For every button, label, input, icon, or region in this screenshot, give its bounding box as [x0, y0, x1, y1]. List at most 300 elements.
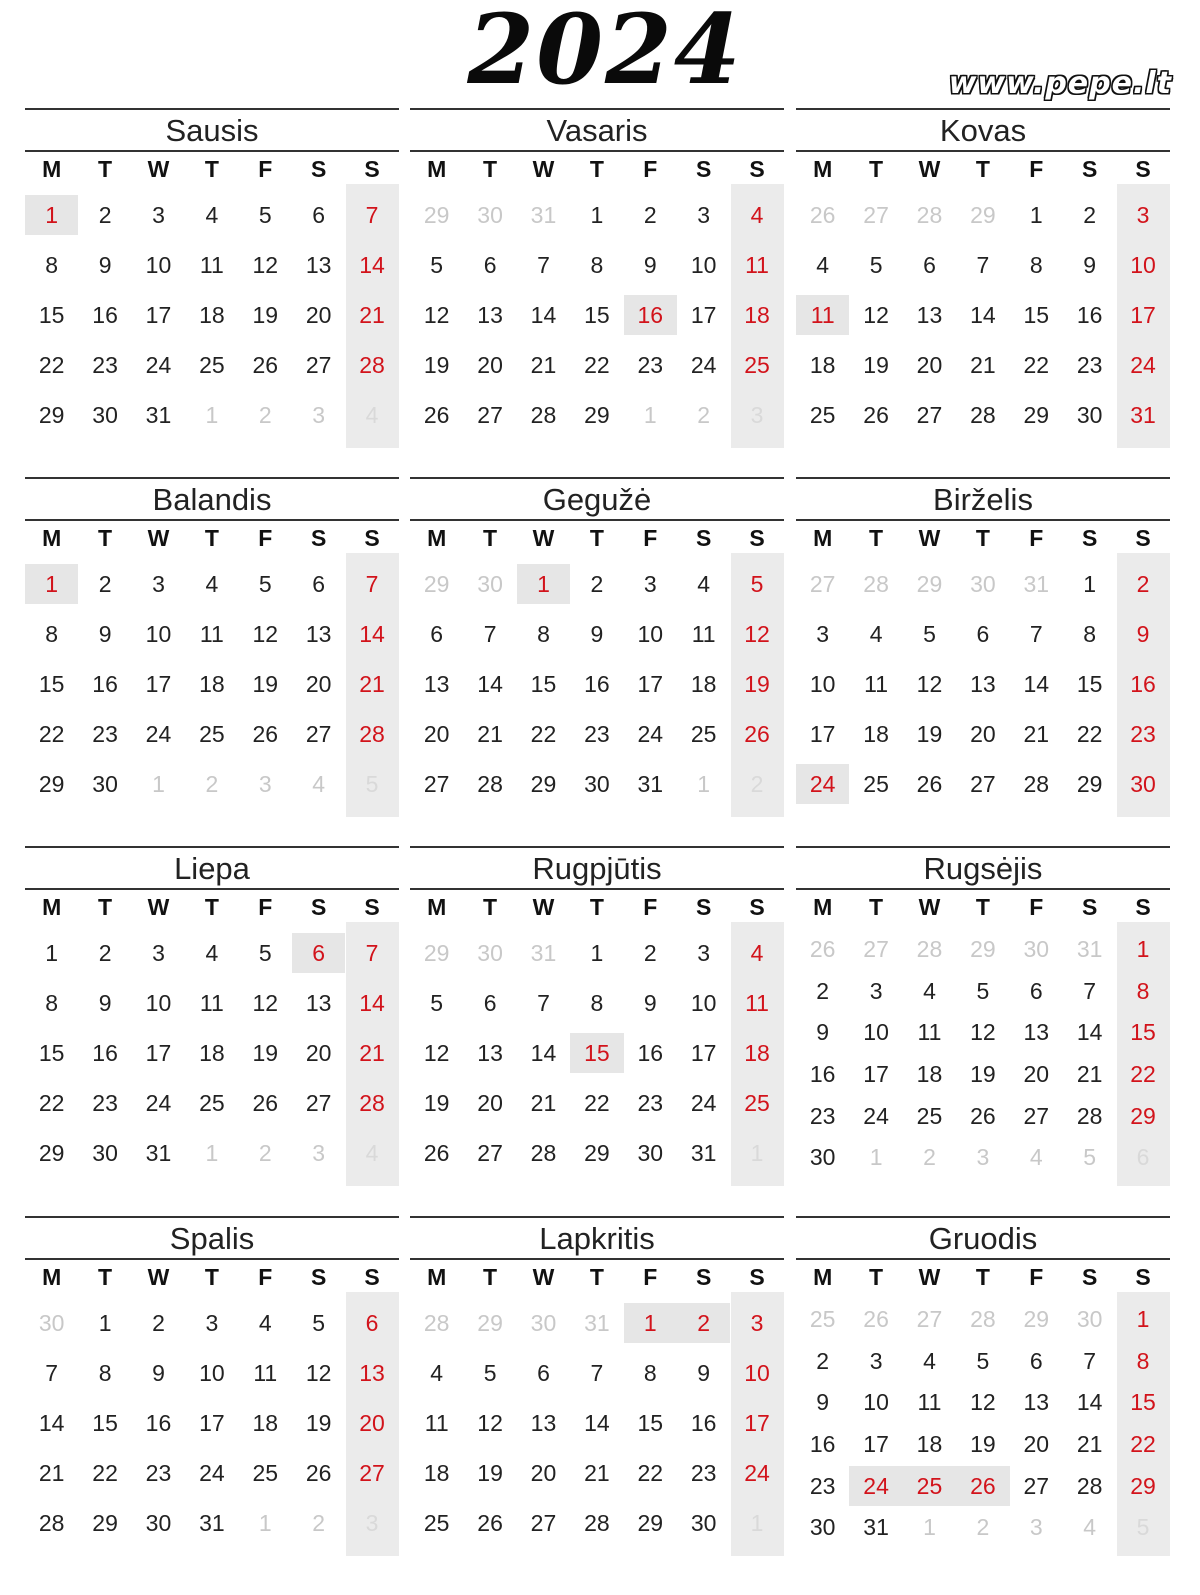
week-row [25, 1128, 399, 1178]
day-cell: 30 [809, 1514, 836, 1541]
month-name-underline [796, 519, 1170, 521]
day-cell: 4 [923, 977, 936, 1004]
day-cell: 15 [92, 1410, 118, 1436]
week-row [25, 709, 399, 759]
day-cell: 29 [38, 771, 65, 797]
day-cell: 15 [38, 302, 65, 328]
day-cell: 10 [863, 1019, 889, 1046]
day-cell: 22 [637, 1460, 664, 1486]
day-cell: 17 [690, 1040, 717, 1066]
day-cell: 27 [916, 402, 943, 428]
weekday-label: M [813, 1264, 833, 1290]
day-cell: 16 [584, 671, 610, 697]
day-cell: 19 [744, 671, 770, 697]
day-cell: 23 [145, 1460, 172, 1486]
day-cell: 24 [145, 721, 172, 747]
day-cell: 5 [869, 252, 883, 278]
week-row [410, 240, 784, 290]
week-row [410, 390, 784, 440]
day-cell: 27 [305, 1090, 332, 1116]
day-cell: 22 [38, 352, 65, 378]
day-cell: 20 [970, 721, 996, 747]
weekday-label: T [98, 894, 113, 920]
weekday-label: W [532, 525, 555, 551]
day-cell: 10 [809, 671, 836, 697]
weekday-label: W [532, 894, 555, 920]
day-cell: 28 [359, 721, 385, 747]
day-cell: 4 [205, 202, 219, 228]
weekday-label: M [427, 525, 447, 551]
day-cell: 9 [98, 621, 112, 647]
week-row [25, 928, 399, 978]
day-cell-outside: 1 [258, 1510, 272, 1536]
day-cell-outside: 1 [205, 1140, 219, 1166]
day-cell: 17 [744, 1410, 770, 1436]
week-row [25, 390, 399, 440]
day-cell: 17 [863, 1060, 889, 1087]
week-row [796, 1136, 1170, 1178]
month-name: Sausis [165, 113, 259, 148]
weekday-header [410, 1262, 784, 1292]
day-cell: 5 [750, 571, 764, 597]
week-row [796, 390, 1170, 440]
weekday-label: T [589, 525, 604, 551]
month-name: Spalis [169, 1221, 255, 1256]
day-cell: 16 [92, 671, 118, 697]
day-cell: 25 [199, 721, 225, 747]
weekday-label: T [589, 1264, 604, 1290]
month-name-underline [410, 1258, 784, 1260]
day-cell-outside: 28 [916, 935, 943, 962]
day-cell: 18 [252, 1410, 279, 1436]
day-cell: 25 [252, 1460, 279, 1486]
week-row [796, 1423, 1170, 1465]
month-name-underline [25, 888, 399, 890]
day-cell: 5 [923, 621, 936, 647]
day-cell: 19 [863, 352, 889, 378]
day-cell: 14 [1076, 1019, 1103, 1046]
week-row [796, 1381, 1170, 1423]
day-cell: 17 [637, 671, 664, 697]
day-cell: 16 [690, 1410, 717, 1436]
week-row [25, 978, 399, 1028]
day-cell: 21 [359, 671, 385, 697]
day-cell: 19 [970, 1060, 996, 1087]
day-cell: 17 [1130, 302, 1156, 328]
weekday-label: S [1135, 894, 1151, 920]
day-cell: 9 [1083, 252, 1097, 278]
day-cell: 1 [98, 1310, 112, 1336]
day-cell: 28 [359, 352, 385, 378]
week-row [796, 928, 1170, 970]
day-cell: 24 [690, 1090, 717, 1116]
day-cell: 26 [970, 1102, 996, 1129]
day-cell-outside: 3 [365, 1510, 379, 1536]
day-cell: 24 [637, 721, 664, 747]
day-cell: 29 [38, 402, 65, 428]
day-cell-outside: 2 [312, 1510, 326, 1536]
day-grid [410, 928, 784, 1178]
holiday-cell: 24 [796, 764, 849, 804]
day-grid [410, 1298, 784, 1548]
day-cell: 16 [92, 1040, 118, 1066]
day-cell-outside: 26 [863, 1305, 889, 1332]
weekday-label: S [749, 525, 765, 551]
day-cell: 26 [423, 1140, 450, 1166]
day-cell: 2 [98, 202, 112, 228]
day-cell: 15 [584, 302, 610, 328]
day-cell: 20 [305, 1040, 332, 1066]
weekday-label: S [695, 525, 712, 551]
weekday-label: F [258, 894, 273, 920]
week-row [410, 1078, 784, 1128]
weekday-label: T [975, 525, 990, 551]
week-row [796, 1465, 1170, 1507]
day-grid [796, 1298, 1170, 1548]
day-cell: 3 [152, 940, 165, 966]
holiday-cell: 1 [25, 564, 78, 604]
day-cell: 14 [530, 1040, 557, 1066]
day-cell: 16 [1130, 671, 1156, 697]
holiday-cell: 16 [624, 295, 677, 335]
holiday-cell: 11 [796, 295, 849, 335]
month-name: Gruodis [928, 1221, 1038, 1256]
day-cell: 13 [1023, 1019, 1050, 1046]
day-cell: 10 [199, 1360, 225, 1386]
day-cell: 13 [1023, 1389, 1050, 1416]
week-row [410, 190, 784, 240]
day-cell: 25 [423, 1510, 450, 1536]
weekday-label: M [427, 894, 447, 920]
day-cell: 1 [590, 202, 604, 228]
weekday-label: T [204, 156, 219, 182]
day-cell-outside: 1 [697, 771, 711, 797]
day-cell: 23 [1130, 721, 1156, 747]
month-block [410, 1216, 784, 1556]
day-cell: 10 [690, 252, 717, 278]
day-cell: 21 [1076, 1430, 1103, 1457]
day-cell: 11 [864, 671, 889, 697]
day-cell: 6 [537, 1360, 550, 1386]
weekday-label: F [1029, 525, 1044, 551]
month-block [796, 846, 1170, 1186]
day-cell: 17 [690, 302, 717, 328]
day-cell-outside: 31 [530, 202, 557, 228]
day-cell: 9 [590, 621, 604, 647]
weekday-label: S [310, 894, 327, 920]
day-cell: 4 [923, 1347, 936, 1374]
month-divider [796, 1216, 1170, 1218]
day-cell: 19 [252, 302, 279, 328]
day-cell: 2 [816, 977, 830, 1004]
day-cell: 27 [1023, 1472, 1050, 1499]
day-cell: 19 [423, 352, 450, 378]
weekday-label: T [869, 894, 884, 920]
day-cell: 15 [530, 671, 557, 697]
weekday-label: W [532, 156, 555, 182]
day-cell-outside: 27 [916, 1305, 943, 1332]
day-cell-outside: 5 [365, 771, 379, 797]
day-cell: 11 [199, 621, 224, 647]
day-cell: 7 [1083, 1347, 1097, 1374]
day-cell: 23 [809, 1102, 836, 1129]
weekday-label: S [364, 894, 380, 920]
day-cell: 21 [477, 721, 503, 747]
month-name-underline [25, 150, 399, 152]
month-divider [410, 108, 784, 110]
day-cell: 6 [483, 252, 497, 278]
day-cell: 6 [430, 621, 444, 647]
day-cell: 2 [152, 1310, 165, 1336]
day-cell: 18 [863, 721, 889, 747]
day-cell: 21 [359, 302, 385, 328]
day-cell: 11 [424, 1410, 449, 1436]
holiday-cell: 25 [903, 1466, 956, 1506]
day-cell-outside: 3 [1029, 1514, 1043, 1541]
week-row [25, 240, 399, 290]
day-grid [25, 1298, 399, 1548]
day-cell: 22 [38, 1090, 65, 1116]
day-cell: 15 [38, 1040, 65, 1066]
day-cell: 12 [970, 1389, 996, 1416]
day-cell-outside: 30 [477, 202, 503, 228]
week-row [25, 1298, 399, 1348]
day-cell: 20 [305, 671, 332, 697]
month-block [796, 1216, 1170, 1556]
day-grid [25, 559, 399, 809]
day-cell: 28 [530, 1140, 557, 1166]
day-cell: 23 [92, 1090, 118, 1116]
week-row [410, 340, 784, 390]
day-cell: 6 [976, 621, 990, 647]
day-cell-outside: 1 [923, 1514, 936, 1541]
month-divider [25, 1216, 399, 1218]
day-cell: 4 [750, 202, 764, 228]
day-cell: 25 [744, 1090, 770, 1116]
month-block [25, 477, 399, 817]
day-cell: 30 [145, 1510, 172, 1536]
day-cell: 30 [1130, 771, 1156, 797]
day-cell: 22 [38, 721, 65, 747]
day-cell-outside: 4 [1083, 1514, 1097, 1541]
day-grid [25, 190, 399, 440]
day-cell: 10 [1130, 252, 1156, 278]
week-row [25, 659, 399, 709]
day-cell: 28 [530, 402, 557, 428]
day-cell: 28 [970, 402, 996, 428]
day-cell: 19 [305, 1410, 332, 1436]
day-cell: 28 [359, 1090, 385, 1116]
day-cell: 18 [423, 1460, 450, 1486]
week-row [410, 659, 784, 709]
day-cell: 2 [643, 940, 657, 966]
day-cell: 20 [305, 302, 332, 328]
day-grid [796, 559, 1170, 809]
weekday-label: S [1081, 525, 1098, 551]
day-cell-outside: 29 [423, 940, 450, 966]
weekday-header [796, 154, 1170, 184]
weekday-label: M [427, 1264, 447, 1290]
week-row [796, 709, 1170, 759]
day-cell: 14 [1023, 671, 1050, 697]
weekday-label: W [147, 1264, 170, 1290]
day-cell-outside: 28 [916, 202, 943, 228]
day-cell: 9 [98, 252, 112, 278]
day-cell: 27 [477, 1140, 503, 1166]
weekday-label: T [483, 525, 498, 551]
day-cell: 9 [816, 1389, 830, 1416]
weekday-label: S [1081, 894, 1098, 920]
month-name: Vasaris [546, 113, 648, 148]
year-title: 2024 [467, 0, 743, 106]
week-row [796, 1053, 1170, 1095]
day-cell: 5 [312, 1310, 326, 1336]
month-name: Rugsėjis [923, 851, 1043, 886]
day-cell-outside: 29 [423, 202, 450, 228]
day-cell-outside: 2 [258, 1140, 272, 1166]
day-cell: 10 [863, 1389, 889, 1416]
day-cell: 28 [584, 1510, 610, 1536]
day-cell-outside: 5 [1083, 1144, 1097, 1171]
day-cell: 18 [690, 671, 717, 697]
weekday-label: M [42, 1264, 62, 1290]
weekday-header [25, 154, 399, 184]
day-cell: 26 [863, 402, 889, 428]
day-cell: 27 [530, 1510, 557, 1536]
day-cell-outside: 29 [970, 935, 996, 962]
day-cell: 21 [584, 1460, 610, 1486]
day-cell: 1 [1136, 935, 1150, 962]
day-cell: 29 [637, 1510, 664, 1536]
day-cell: 12 [477, 1410, 503, 1436]
month-block [410, 477, 784, 817]
day-cell: 26 [252, 352, 279, 378]
day-cell: 6 [312, 202, 326, 228]
weekday-label: T [483, 156, 498, 182]
day-cell: 13 [916, 302, 943, 328]
day-cell: 29 [38, 1140, 65, 1166]
day-cell-outside: 29 [1023, 1305, 1050, 1332]
day-cell: 18 [199, 1040, 225, 1066]
day-cell: 3 [152, 202, 165, 228]
day-cell: 1 [590, 940, 604, 966]
day-cell: 26 [423, 402, 450, 428]
day-cell: 7 [365, 571, 379, 597]
week-row [25, 190, 399, 240]
week-row [796, 559, 1170, 609]
weekday-label: S [364, 525, 380, 551]
day-cell-outside: 30 [1076, 1305, 1103, 1332]
day-cell-outside: 27 [863, 935, 889, 962]
month-block [410, 108, 784, 448]
day-cell: 31 [145, 402, 172, 428]
day-cell: 17 [809, 721, 836, 747]
day-cell: 8 [537, 621, 550, 647]
weekday-label: T [98, 1264, 113, 1290]
month-divider [25, 477, 399, 479]
day-cell: 18 [199, 671, 225, 697]
day-cell: 14 [477, 671, 503, 697]
week-row [410, 759, 784, 809]
day-cell: 18 [199, 302, 225, 328]
day-cell: 20 [359, 1410, 385, 1436]
day-cell: 17 [145, 1040, 172, 1066]
day-cell-outside: 4 [365, 402, 379, 428]
week-row [410, 1298, 784, 1348]
week-row [25, 1448, 399, 1498]
day-cell-outside: 29 [477, 1310, 503, 1336]
day-cell: 23 [809, 1472, 836, 1499]
day-cell: 5 [483, 1360, 497, 1386]
day-cell-outside: 31 [530, 940, 557, 966]
day-cell: 14 [1076, 1389, 1103, 1416]
day-cell: 19 [970, 1430, 996, 1457]
day-cell: 21 [530, 1090, 557, 1116]
day-cell: 15 [38, 671, 65, 697]
day-cell: 4 [816, 252, 830, 278]
day-cell: 3 [643, 571, 657, 597]
day-cell: 20 [1023, 1430, 1050, 1457]
weekday-header [410, 154, 784, 184]
day-cell: 12 [916, 671, 943, 697]
day-cell: 15 [637, 1410, 664, 1436]
day-cell: 23 [584, 721, 610, 747]
day-cell: 1 [45, 940, 59, 966]
day-cell-outside: 30 [530, 1310, 557, 1336]
weekday-label: W [147, 525, 170, 551]
day-cell: 10 [145, 990, 172, 1016]
day-cell: 17 [199, 1410, 225, 1436]
day-cell: 28 [477, 771, 503, 797]
month-divider [410, 477, 784, 479]
day-cell: 25 [199, 352, 225, 378]
day-cell: 24 [145, 352, 172, 378]
day-cell: 27 [477, 402, 503, 428]
day-cell: 7 [45, 1360, 59, 1386]
day-cell: 16 [145, 1410, 172, 1436]
day-cell: 30 [637, 1140, 664, 1166]
week-row [25, 559, 399, 609]
month-divider [796, 108, 1170, 110]
day-cell: 21 [970, 352, 996, 378]
day-cell-outside: 3 [258, 771, 272, 797]
day-cell-outside: 3 [312, 1140, 326, 1166]
weekday-label: T [869, 156, 884, 182]
week-row [796, 290, 1170, 340]
day-cell: 8 [1136, 1347, 1150, 1374]
day-cell: 3 [869, 977, 883, 1004]
day-cell: 22 [584, 1090, 610, 1116]
day-cell: 4 [205, 940, 219, 966]
weekday-header [410, 523, 784, 553]
week-row [410, 1498, 784, 1548]
day-cell-outside: 4 [365, 1140, 379, 1166]
day-cell: 30 [92, 402, 118, 428]
day-cell: 4 [430, 1360, 444, 1386]
weekday-label: M [42, 894, 62, 920]
day-cell: 30 [809, 1144, 836, 1171]
day-cell: 2 [1083, 202, 1097, 228]
day-cell: 7 [537, 990, 550, 1016]
holiday-cell: 6 [292, 933, 345, 973]
weekday-label: F [643, 156, 658, 182]
day-cell: 2 [643, 202, 657, 228]
day-cell: 25 [916, 1102, 943, 1129]
day-cell: 31 [1130, 402, 1156, 428]
day-cell-outside: 2 [258, 402, 272, 428]
weekday-header [796, 892, 1170, 922]
day-cell: 4 [205, 571, 219, 597]
